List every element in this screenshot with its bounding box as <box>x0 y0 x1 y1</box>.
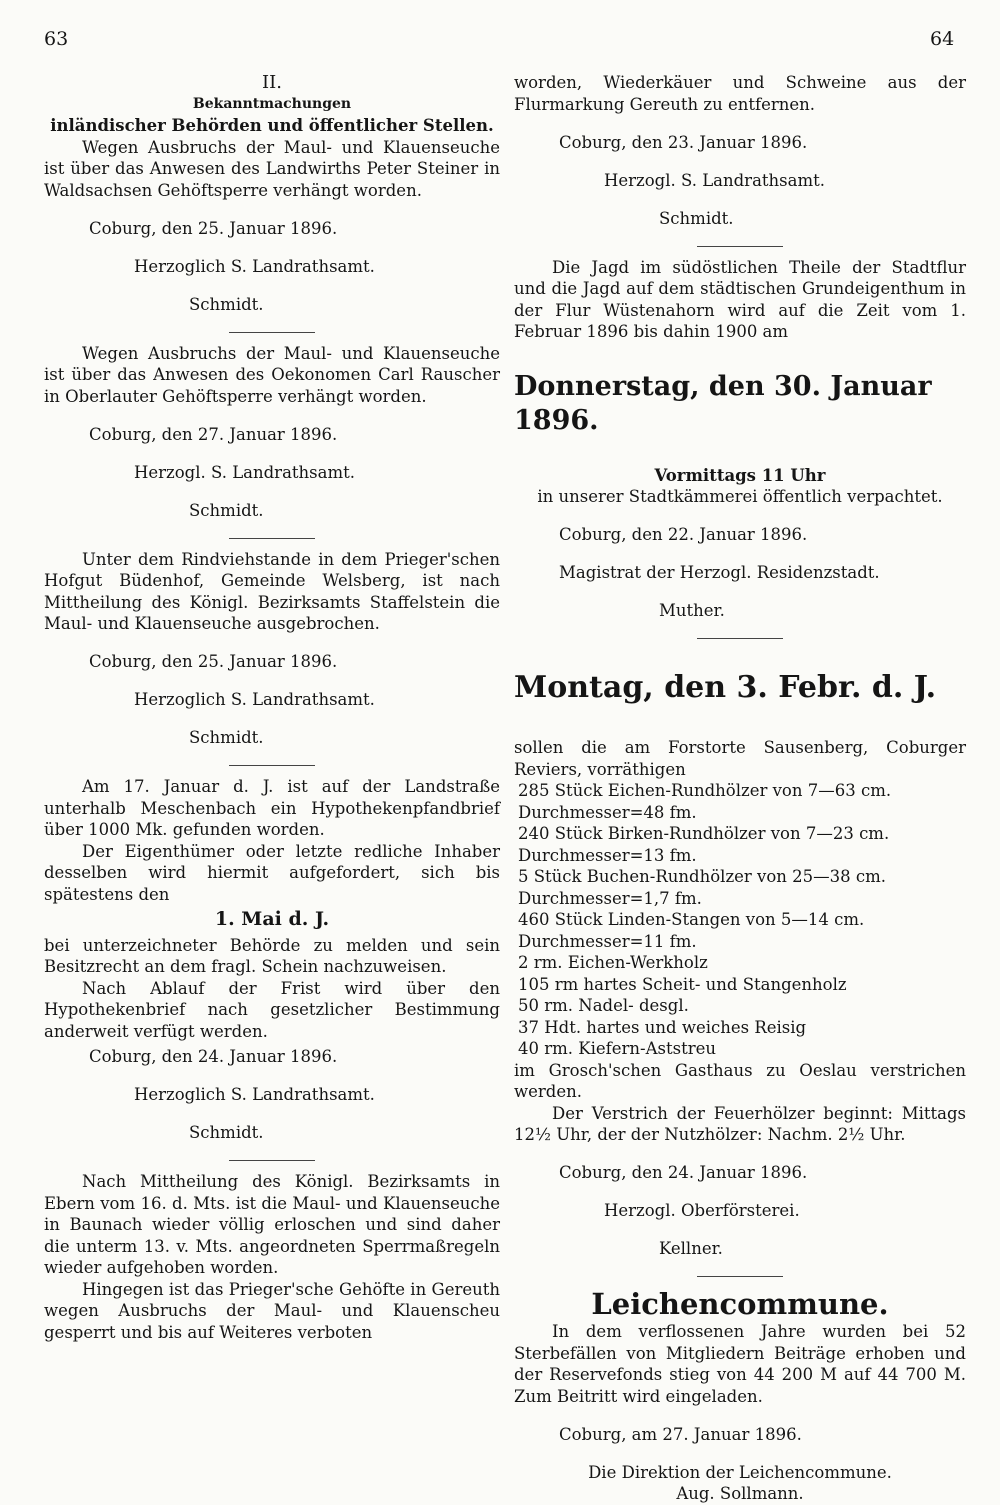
timber-item: 285 Stück Eichen-Rundhölzer von 7—63 cm. Durchmesser=48 fm. <box>518 781 892 822</box>
timber-sale-date: Coburg, den 24. Januar 1896. <box>559 1163 808 1182</box>
notice-3-text: Unter dem Rindviehstande in dem Prieger'schen Hofgut Büdenhof, Gemeinde Welsberg, ist nach Mittheilung des Königl. Bezirksamts Staffelstein die Maul- und Klauenseuche ausgebrochen. <box>44 549 500 633</box>
timber-sale-day: Montag, den 3. Febr. d. J. <box>514 670 937 705</box>
hunt-lease-date: Coburg, den 22. Januar 1896. <box>559 525 808 544</box>
timber-item: 5 Stück Buchen-Rundhölzer von 25—38 cm. Durchmesser=1,7 fm. <box>518 867 887 908</box>
section-number: II. <box>262 72 282 93</box>
notice-4-request: Der Eigenthümer oder letzte redliche Inhaber desselben wird hiermit aufgefordert, sich bis spätestens den <box>44 841 500 904</box>
timber-item: 105 rm hartes Scheit- und Stangenholz <box>518 974 847 994</box>
notice-2-text: Wegen Ausbruchs der Maul- und Klauenseuche ist über das Anwesen des Oekonomen Carl Rauscher in Oberlauter Gehöftsperre verhängt worden. <box>44 343 500 406</box>
timber-item: 37 Hdt. hartes und weiches Reisig <box>518 1017 807 1037</box>
funeral-society-signature: Aug. Sollmann. <box>676 1484 804 1503</box>
hunt-lease-place: in unserer Stadtkämmerei öffentlich verpachtet. <box>537 487 943 506</box>
notice-2-date: Coburg, den 27. Januar 1896. <box>89 424 338 444</box>
timber-sale-intro: sollen die am Forstorte Sausenberg, Coburger Reviers, vorräthigen <box>514 738 966 779</box>
timber-item: 240 Stück Birken-Rundhölzer von 7—23 cm. Durchmesser=13 fm. <box>518 824 890 865</box>
notice-1-text: Wegen Ausbruchs der Maul- und Klauenseuche ist über das Anwesen des Landwirths Peter Steiner in Waldsachsen Gehöftsperre verhängt worden. <box>44 137 500 200</box>
timber-sale-place: im Grosch'schen Gasthaus zu Oeslau verstrichen werden. <box>514 1060 966 1101</box>
notice-3-authority: Herzoglich S. Landrathsamt. <box>134 690 375 709</box>
divider <box>229 538 315 539</box>
hunt-lease-authority: Magistrat der Herzogl. Residenzstadt. <box>559 563 880 582</box>
funeral-society-authority: Die Direktion der Leichencommune. <box>588 1462 892 1482</box>
divider <box>229 765 315 766</box>
section-title-line2: inländischer Behörden und öffentlicher Stellen. <box>50 116 494 135</box>
timber-item: 40 rm. Kiefern-Aststreu <box>518 1039 716 1058</box>
notice-4-authority: Herzoglich S. Landrathsamt. <box>134 1085 375 1104</box>
notice-1-signature: Schmidt. <box>189 294 264 314</box>
funeral-society-date: Coburg, am 27. Januar 1896. <box>559 1424 802 1444</box>
continued-date: Coburg, den 23. Januar 1896. <box>559 132 808 152</box>
right-column <box>514 72 966 1505</box>
funeral-society-text: In dem verflossenen Jahre wurden bei 52 Sterbefällen von Mitgliedern Beiträge erhoben und der Reservefonds stieg von 44 200 M auf 44 700 M. Zum Beitritt wird eingeladen. <box>514 1322 966 1406</box>
notice-5-continuation: Hingegen ist das Prieger'sche Gehöfte in Gereuth wegen Ausbruchs der Maul- und Klauenscheu gesperrt und bis auf Weiteres verboten <box>44 1279 500 1342</box>
continued-authority: Herzogl. S. Landrathsamt. <box>604 170 825 190</box>
notice-3-signature: Schmidt. <box>189 728 264 747</box>
divider <box>697 1276 783 1277</box>
hunt-lease-text: Die Jagd im südöstlichen Theile der Stadtflur und die Jagd auf dem städtischen Grundeigenthum in der Flur Wüstenahorn wird auf die Zeit vom 1. Februar 1896 bis dahin 1900 am <box>514 257 966 341</box>
timber-sale-signature: Kellner. <box>659 1239 723 1258</box>
hunt-lease-time: Vormittags 11 Uhr <box>654 465 826 485</box>
notice-1-date: Coburg, den 25. Januar 1896. <box>89 218 338 238</box>
timber-sale-note: Der Verstrich der Feuerhölzer beginnt: Mittags 12½ Uhr, der der Nutzhölzer: Nachm. 2½ Uhr. <box>514 1103 966 1144</box>
notice-4-consequence: Nach Ablauf der Frist wird über den Hypothekenbrief nach gesetzlicher Bestimmung anderweit verfügt werden. <box>44 978 500 1041</box>
page-number-left: 63 <box>44 28 69 50</box>
notice-5-text: Nach Mittheilung des Königl. Bezirksamts in Ebern vom 16. d. Mts. ist die Maul- und Klauenseuche in Baunach wieder völlig erloschen und sind daher die unterm 13. v. Mts. angeordneten Sperrmaßregeln wieder aufgehoben worden. <box>44 1172 500 1277</box>
notice-1-authority: Herzoglich S. Landrathsamt. <box>134 256 375 276</box>
timber-sale-authority: Herzogl. Oberförsterei. <box>604 1201 800 1220</box>
timber-item: 460 Stück Linden-Stangen von 5—14 cm. Durchmesser=11 fm. <box>518 910 865 951</box>
divider <box>697 638 783 639</box>
page-number-right: 64 <box>930 28 955 50</box>
divider <box>229 1160 315 1161</box>
hunt-lease-signature: Muther. <box>659 601 725 620</box>
continued-text: worden, Wiederkäuer und Schweine aus der Flurmarkung Gereuth zu entfernen. <box>514 73 966 114</box>
divider <box>229 332 315 333</box>
left-column <box>44 72 500 1343</box>
notice-4-text: Am 17. Januar d. J. ist auf der Landstraße unterhalb Meschenbach ein Hypothekenpfandbrief über 1000 Mk. gefunden worden. <box>44 777 500 839</box>
timber-item: 2 rm. Eichen-Werkholz <box>518 953 708 972</box>
notice-4-date: Coburg, den 24. Januar 1896. <box>89 1047 338 1066</box>
divider <box>697 246 783 247</box>
notice-2-authority: Herzogl. S. Landrathsamt. <box>134 462 355 482</box>
section-title-line1: Bekanntmachungen <box>192 95 352 112</box>
timber-item: 50 rm. Nadel- desgl. <box>518 996 689 1015</box>
hunt-lease-day: Donnerstag, den 30. Januar 1896. <box>514 370 932 436</box>
notice-4-signature: Schmidt. <box>189 1123 264 1142</box>
funeral-society-title: Leichencommune. <box>591 1287 889 1321</box>
notice-4-instruction: bei unterzeichneter Behörde zu melden und sein Besitzrecht an dem fragl. Schein nachzuweisen. <box>44 935 500 976</box>
notice-3-date: Coburg, den 25. Januar 1896. <box>89 652 338 671</box>
continued-signature: Schmidt. <box>659 208 734 228</box>
notice-2-signature: Schmidt. <box>189 500 264 520</box>
notice-4-deadline: 1. Mai d. J. <box>214 908 330 930</box>
